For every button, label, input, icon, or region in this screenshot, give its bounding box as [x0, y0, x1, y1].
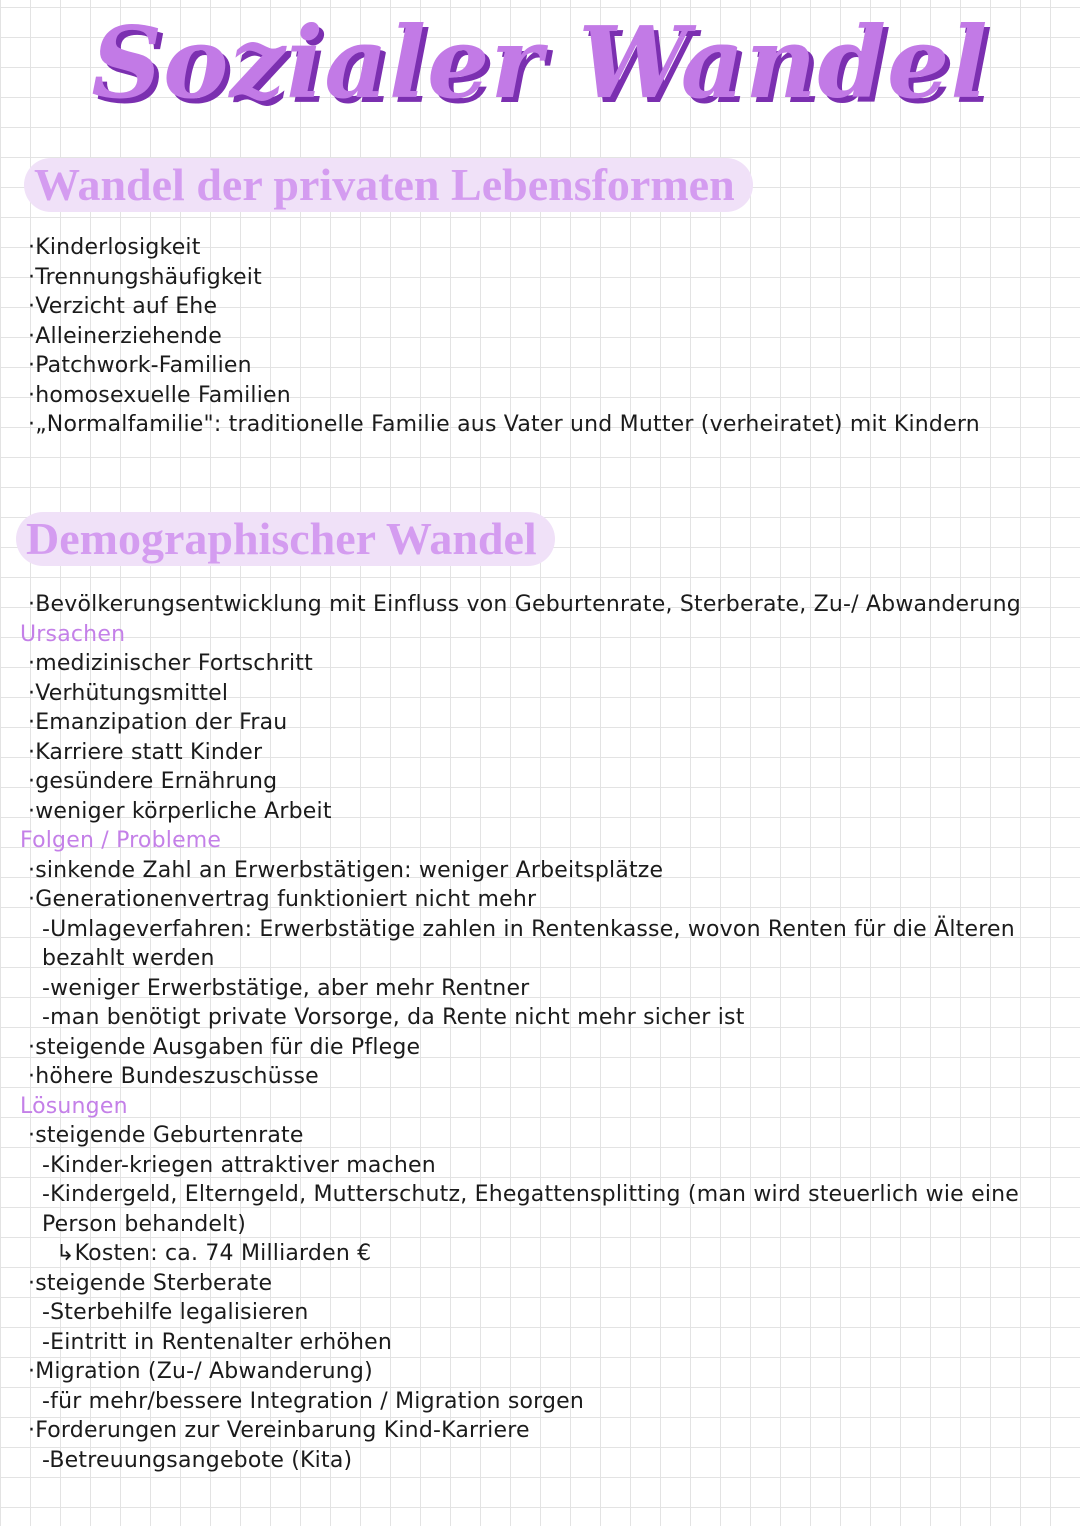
intro-text: ·Bevölkerungsentwicklung mit Einfluss von Geburtenrate, Sterberate, Zu-/ Abwanderung [28, 592, 1021, 617]
list-item: ·Verzicht auf Ehe [28, 294, 218, 319]
list-item: ·Alleinerziehende [28, 323, 222, 349]
list-item: ·steigende Geburtenrate [28, 1123, 304, 1148]
list-item: ·Migration (Zu-/ Abwanderung) [28, 1359, 373, 1384]
list-item: ·Forderungen zur Vereinbarung Kind-Karriere [28, 1418, 530, 1443]
list-item: -für mehr/bessere Integration / Migration sorgen [42, 1388, 585, 1414]
list-item: -Eintritt in Rentenalter erhöhen [42, 1329, 393, 1355]
list-item: ·steigende Sterberate [28, 1270, 273, 1296]
list-item: ·steigende Ausgaben für die Pflege [28, 1034, 421, 1060]
list-item: -Kinder-kriegen attraktiver machen [42, 1152, 436, 1178]
list-item: -man benötigt private Vorsorge, da Rente nicht mehr sicher ist [42, 1005, 745, 1030]
list-item: ·Karriere statt Kinder [28, 739, 263, 765]
list-item: ↳Kosten: ca. 74 Milliarden € [56, 1241, 372, 1266]
list-item: ·medizinischer Fortschritt [28, 651, 313, 676]
list-item: -Sterbehilfe legalisieren [42, 1300, 309, 1325]
demographie-list [20, 590, 1048, 1475]
list-item: ·Verhütungsmittel [28, 680, 229, 706]
section-heading-demographie: Demographischer Wandel [16, 512, 555, 566]
section-heading-lebensformen: Wandel der privaten Lebensformen [24, 158, 753, 212]
page-title: Sozialer Wandel [91, 6, 989, 121]
effects-label: Folgen / Probleme [20, 828, 222, 853]
list-item: ·Emanzipation der Frau [28, 710, 288, 735]
list-item: ·Trennungshäufigkeit [28, 264, 262, 290]
list-item: ·höhere Bundeszuschüsse [28, 1064, 319, 1089]
list-item: -weniger Erwerbstätige, aber mehr Rentner [42, 975, 530, 1001]
list-item: -Umlageverfahren: Erwerbstätige zahlen in Rentenkasse, wovon Renten für die Älteren bezahlt werden [42, 916, 1015, 971]
list-item: ·Kinderlosigkeit [28, 235, 201, 260]
list-item: ·„Normalfamilie": traditionelle Familie aus Vater und Mutter (verheiratet) mit Kindern [28, 412, 980, 437]
list-item: -Betreuungsangebote (Kita) [42, 1447, 353, 1473]
solutions-label: Lösungen [20, 1093, 128, 1119]
list-item: -Kindergeld, Elterngeld, Mutterschutz, Ehegattensplitting (man wird steuerlich wie eine Person behandelt) [42, 1182, 1020, 1237]
list-item: ·Patchwork-Familien [28, 353, 252, 378]
causes-label: Ursachen [20, 621, 126, 647]
list-item: ·homosexuelle Familien [28, 382, 291, 408]
list-item: ·Generationenvertrag funktioniert nicht mehr [28, 887, 537, 912]
list-item: ·gesündere Ernährung [28, 769, 278, 794]
list-item: ·weniger körperliche Arbeit [28, 798, 332, 824]
list-item: ·sinkende Zahl an Erwerbstätigen: weniger Arbeitsplätze [28, 857, 664, 883]
lebensformen-list [28, 233, 1048, 440]
